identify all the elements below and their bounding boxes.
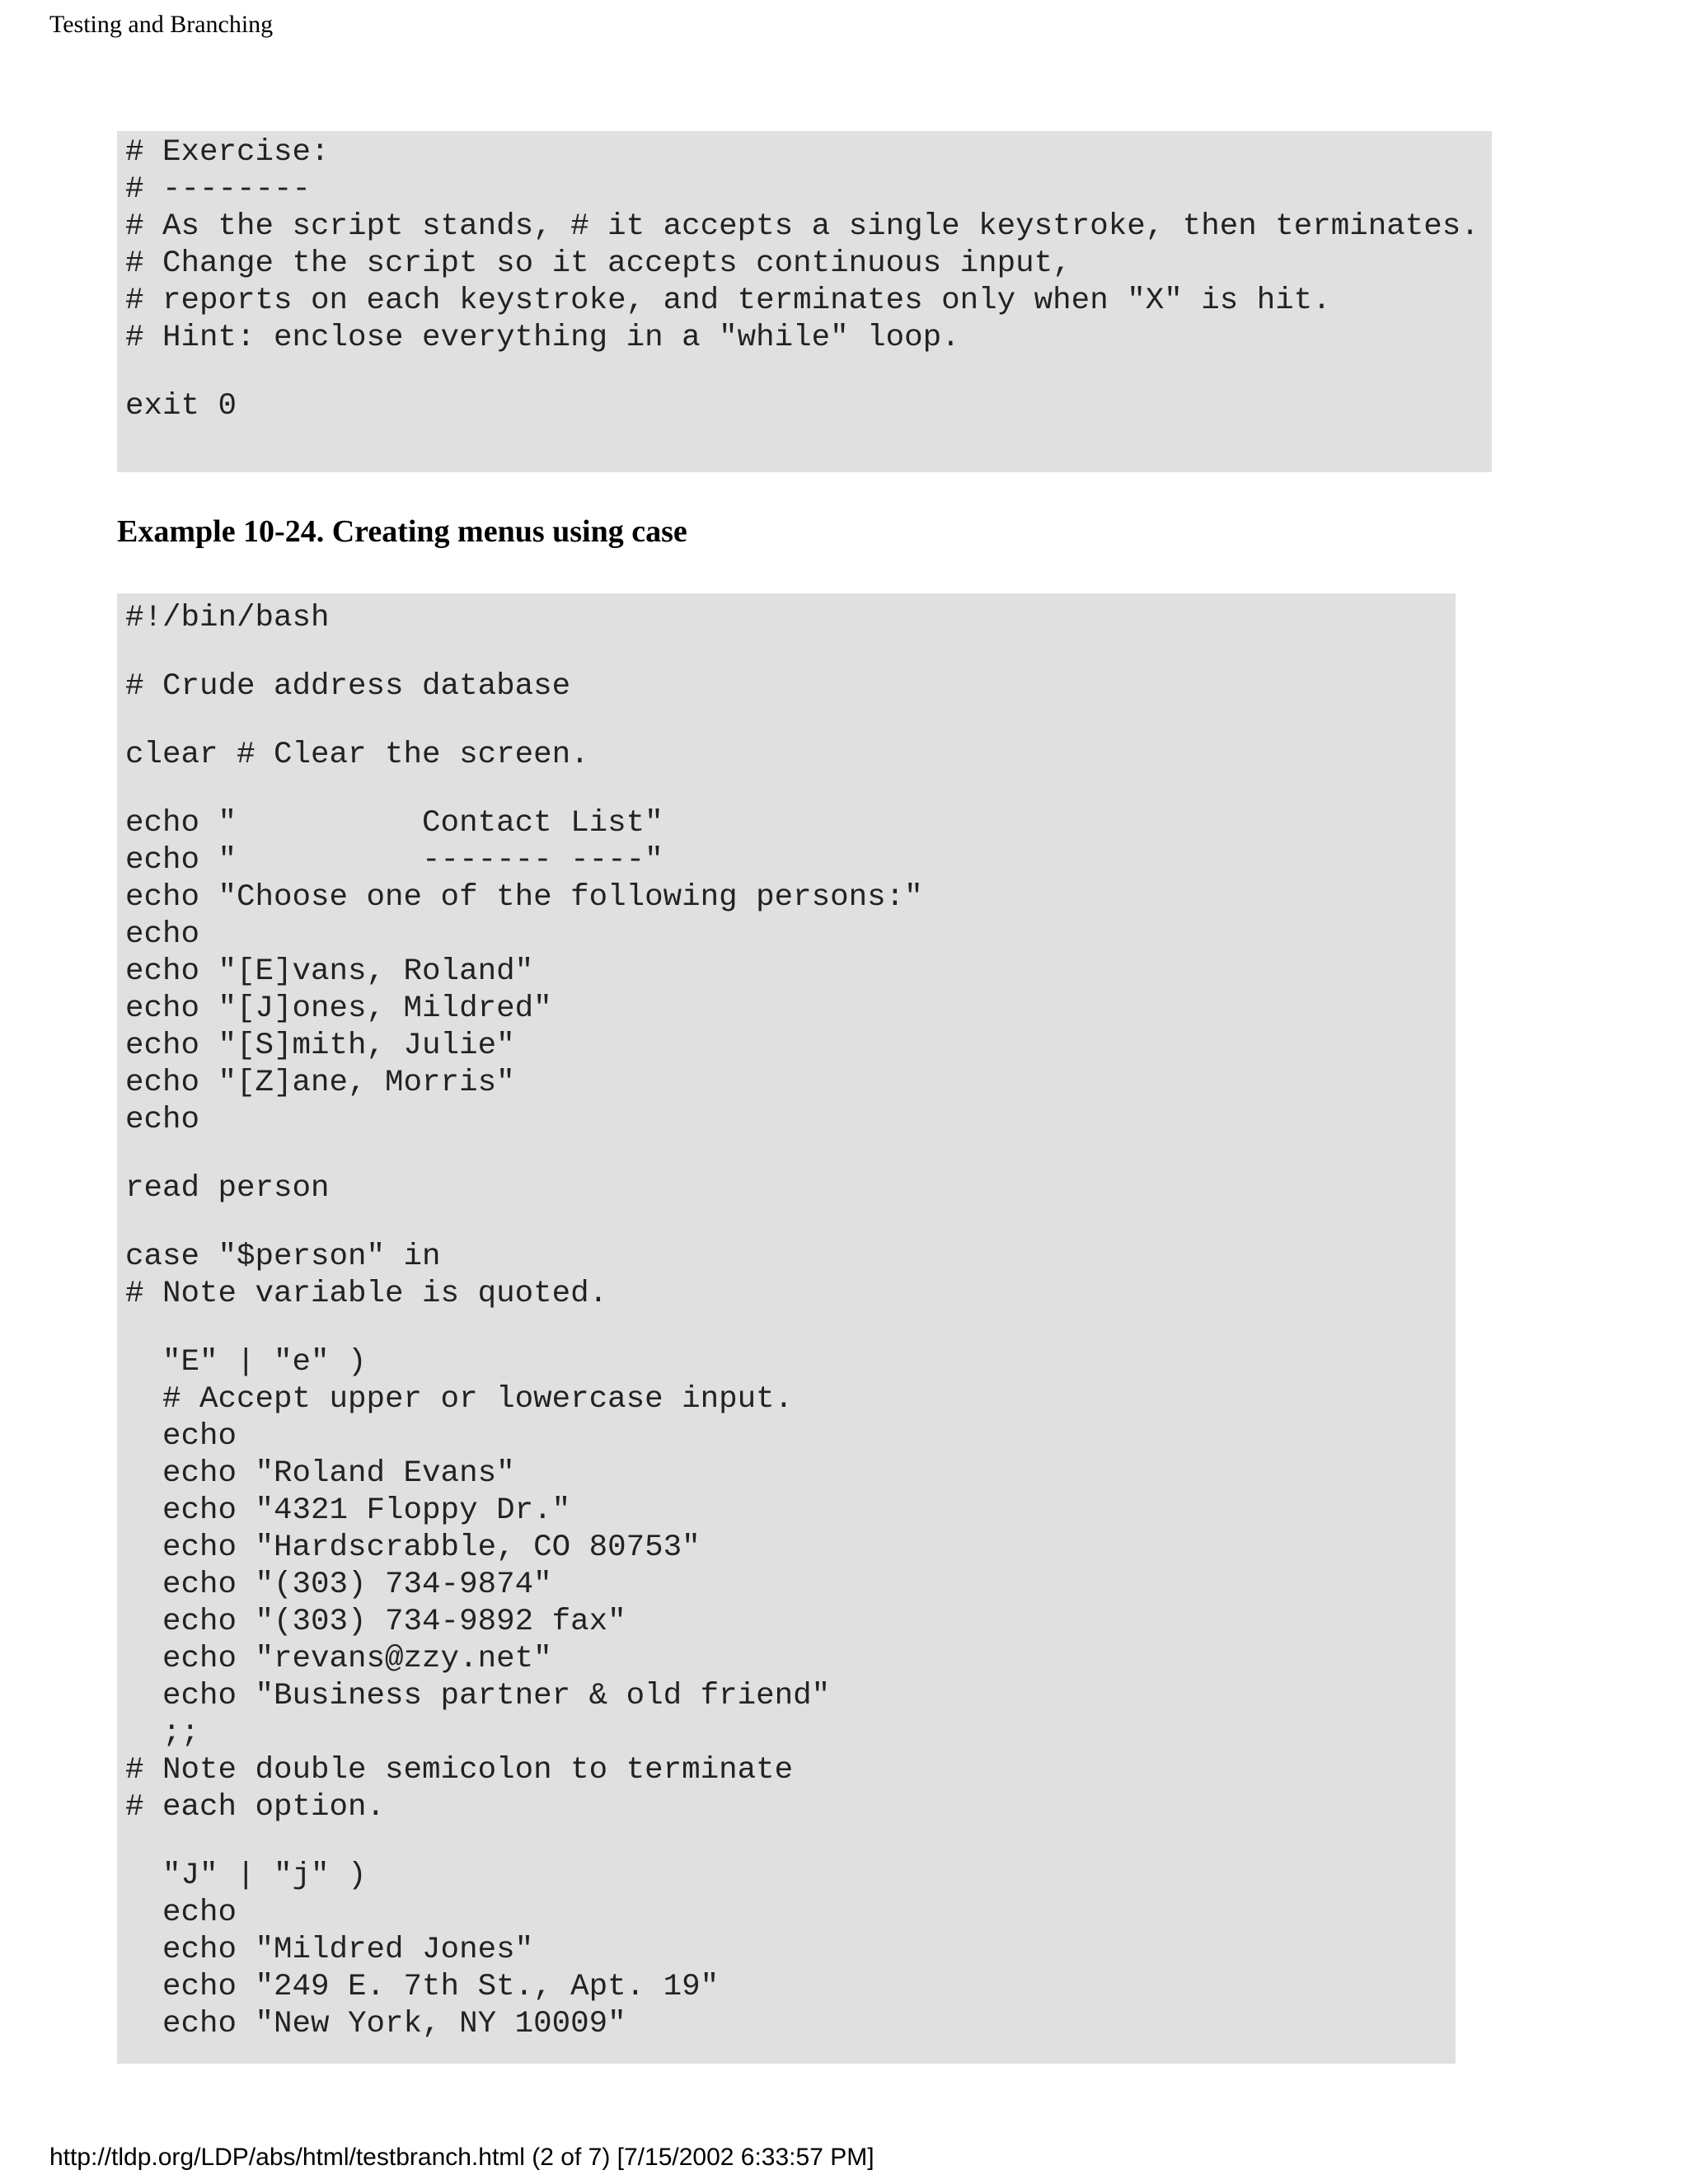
code-line: echo " ------- ----" bbox=[125, 843, 663, 878]
code-blank-line bbox=[125, 637, 1456, 668]
example-title: Example 10-24. Creating menus using case bbox=[117, 514, 687, 549]
code-line: ;; bbox=[125, 1716, 200, 1750]
code-line: echo "Roland Evans" bbox=[125, 1456, 515, 1491]
code-blank-line bbox=[125, 1826, 1456, 1858]
code-blank-line bbox=[125, 357, 1492, 388]
code-line: # reports on each keystroke, and terminates only when "X" is hit. bbox=[125, 284, 1331, 318]
code-line: echo "249 E. 7th St., Apt. 19" bbox=[125, 1970, 720, 2004]
code-line: echo "Business partner & old friend" bbox=[125, 1679, 831, 1713]
code-line: echo "Mildred Jones" bbox=[125, 1933, 534, 1967]
code-line: echo "revans@zzy.net" bbox=[125, 1642, 552, 1676]
code-line: echo bbox=[125, 917, 200, 952]
code-line: echo "Choose one of the following persons:" bbox=[125, 880, 923, 915]
code-line: #!/bin/bash bbox=[125, 601, 330, 635]
code-line: # Note variable is quoted. bbox=[125, 1277, 608, 1311]
code-line: echo "[E]vans, Roland" bbox=[125, 954, 534, 989]
code-block-menu-script bbox=[117, 593, 1456, 2064]
code-line: # Hint: enclose everything in a "while" loop. bbox=[125, 321, 960, 355]
code-line: # Accept upper or lowercase input. bbox=[125, 1382, 794, 1417]
code-blank-line bbox=[125, 1139, 1456, 1170]
code-line: echo "[S]mith, Julie" bbox=[125, 1029, 515, 1063]
code-line: echo bbox=[125, 1419, 237, 1454]
code-line: case "$person" in bbox=[125, 1240, 441, 1274]
code-block-exercise bbox=[117, 131, 1492, 472]
code-blank-line bbox=[125, 1207, 1456, 1239]
code-line: echo "(303) 734-9874" bbox=[125, 1568, 552, 1602]
code-line: echo bbox=[125, 1103, 200, 1137]
code-line: # Exercise: bbox=[125, 135, 330, 170]
code-line: # -------- bbox=[125, 172, 312, 207]
code-line: "E" | "e" ) bbox=[125, 1345, 367, 1380]
code-line: exit 0 bbox=[125, 389, 237, 424]
page-header-title: Testing and Branching bbox=[49, 11, 274, 38]
code-line: read person bbox=[125, 1171, 330, 1206]
code-line: echo "[J]ones, Mildred" bbox=[125, 991, 552, 1026]
code-line: "J" | "j" ) bbox=[125, 1858, 367, 1893]
code-line: echo "4321 Floppy Dr." bbox=[125, 1493, 571, 1528]
code-line: echo " Contact List" bbox=[125, 806, 663, 841]
code-blank-line bbox=[125, 774, 1456, 805]
code-line: # As the script stands, # it accepts a single keystroke, then terminates. bbox=[125, 209, 1479, 244]
code-line: echo "(303) 734-9892 fax" bbox=[125, 1605, 626, 1639]
page-footer-url: http://tldp.org/LDP/abs/html/testbranch.html (2 of 7) [7/15/2002 6:33:57 PM] bbox=[49, 2144, 874, 2171]
code-line: echo "New York, NY 10009" bbox=[125, 2007, 626, 2041]
code-line: # each option. bbox=[125, 1790, 386, 1825]
code-line: echo "[Z]ane, Morris" bbox=[125, 1066, 515, 1100]
code-blank-line bbox=[125, 1313, 1456, 1344]
code-line: # Change the script so it accepts continuous input, bbox=[125, 246, 1071, 281]
code-line: echo "Hardscrabble, CO 80753" bbox=[125, 1530, 701, 1565]
code-blank-line bbox=[125, 705, 1456, 737]
code-line: echo bbox=[125, 1896, 237, 1930]
code-line: # Note double semicolon to terminate bbox=[125, 1753, 794, 1788]
code-line: clear # Clear the screen. bbox=[125, 738, 589, 772]
code-line: # Crude address database bbox=[125, 669, 571, 704]
